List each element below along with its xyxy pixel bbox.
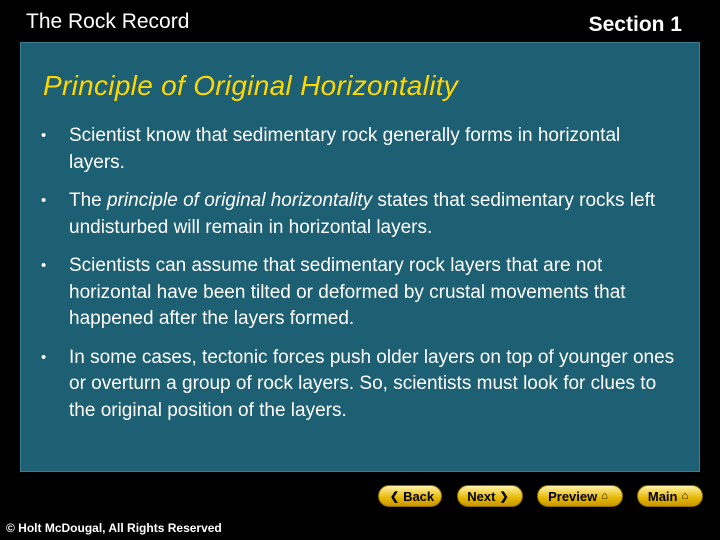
bullet-marker: • <box>41 348 47 366</box>
bullet-text: In some cases, tectonic forces push older layers on top of younger ones or overturn a group of rock layers. So, scientists must look for clues to the original position of the layers. <box>69 346 675 421</box>
home-icon: ⌂ <box>601 490 608 502</box>
chevron-right-icon: ❯ <box>499 490 509 503</box>
bullet-text-post: states that sedimentary rocks left undisturbed will remain in horizontal layers. <box>69 190 656 238</box>
preview-label: Preview <box>548 488 598 504</box>
bullet-emphasis: principle of original horizontality <box>107 190 373 211</box>
bullet-marker: • <box>41 192 47 209</box>
bullet-text: Scientists can assume that sedimentary rock layers that are not horizontal have been tilted or deformed by crustal movements that happened after the layers formed. <box>69 255 626 329</box>
preview-button[interactable] <box>537 485 623 507</box>
bullet-marker: • <box>41 257 47 274</box>
bullet-item <box>39 188 679 241</box>
chevron-left-icon: ❮ <box>389 490 400 503</box>
back-button[interactable] <box>378 485 442 507</box>
slide-title: Principle of Original Horizontality <box>43 70 459 101</box>
header-section-title: Section 1 <box>588 13 682 36</box>
back-label: Back <box>403 488 435 504</box>
bullet-item <box>39 253 679 333</box>
main-button[interactable] <box>637 485 703 507</box>
bullet-text: Scientist know that sedimentary rock generally forms in horizontal layers. <box>69 125 621 173</box>
home-icon: ⌂ <box>681 490 689 502</box>
next-button[interactable] <box>457 485 523 507</box>
bullet-item <box>39 345 679 425</box>
footer <box>0 514 720 540</box>
copyright-text: © Holt McDougal, All Rights Reserved <box>6 521 222 535</box>
next-label: Next <box>467 488 496 504</box>
bullet-item <box>39 123 679 176</box>
header-left-title: The Rock Record <box>26 10 190 33</box>
main-label: Main <box>647 488 678 504</box>
slide-panel <box>20 42 700 472</box>
bullet-text-pre: The <box>69 190 108 211</box>
bullet-marker: • <box>41 127 47 144</box>
bullet-list <box>39 123 679 436</box>
